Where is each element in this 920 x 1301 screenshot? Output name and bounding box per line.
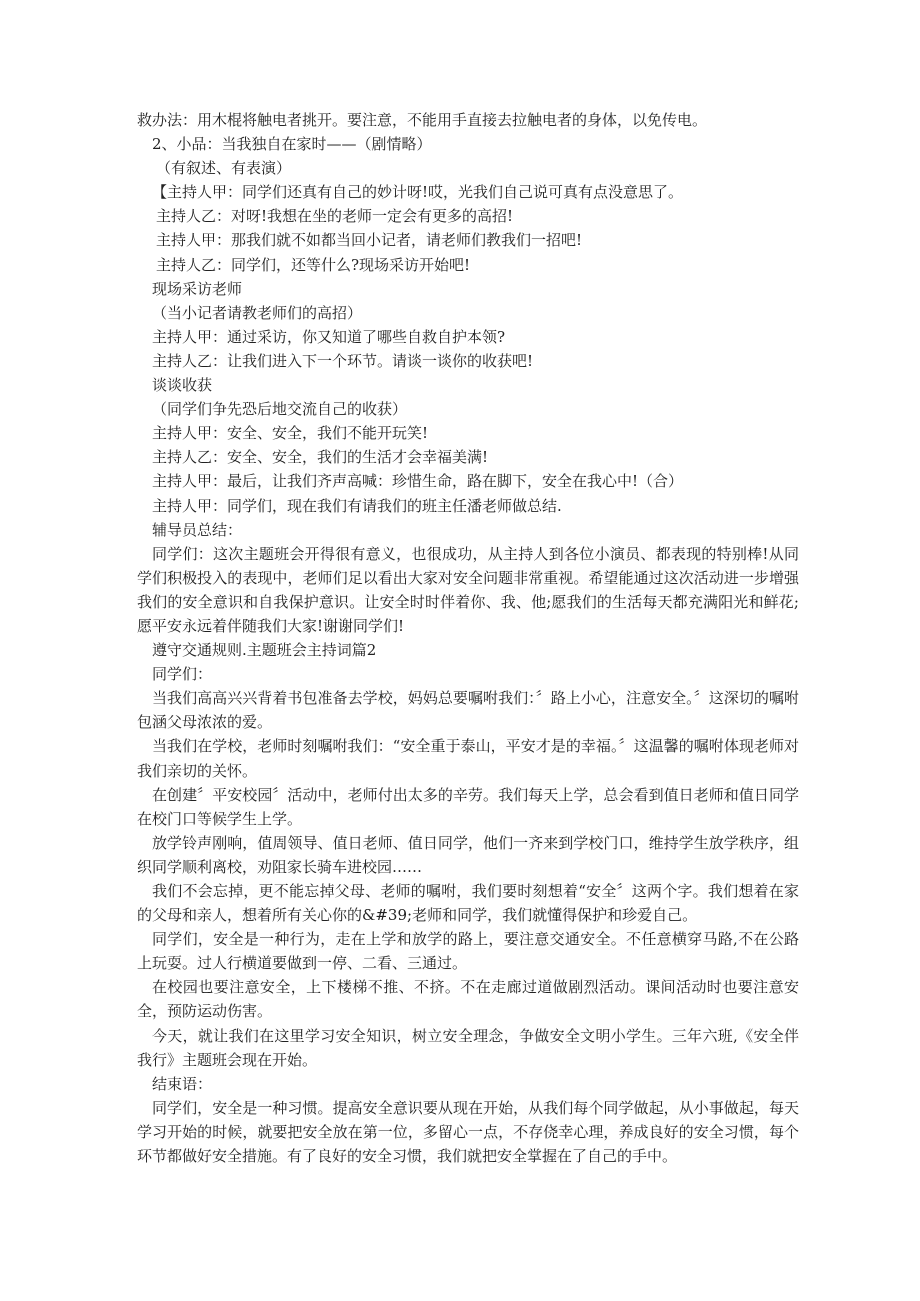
- paragraph: 主持人乙：安全、安全，我们的生活才会幸福美满!: [152, 448, 489, 467]
- paragraph: 同学们：: [152, 665, 213, 684]
- paragraph: 主持人乙：同学们，还等什么?现场采访开始吧!: [156, 255, 471, 274]
- paragraph: 2、小品：当我独自在家时——（剧情略）: [152, 135, 432, 154]
- paragraph: 同学们，安全是一种习惯。提高安全意识要从现在开始，从我们每个同学做起，从小事做起，每天学习开始的时候，就要把安全放在第一位，多留心一点，不存侥幸心理，养成良好的安全习惯，每个环节都做好安全措施。有了良好的安全习惯，我们就把安全掌握在了自己的手中。: [137, 1098, 799, 1166]
- paragraph: 【主持人甲：同学们还真有自己的妙计呀!哎，光我们自己说可真有点没意思了。: [152, 183, 684, 202]
- paragraph: 谈谈收获: [152, 376, 213, 395]
- paragraph: （当小记者请教老师们的高招）: [152, 303, 363, 322]
- paragraph: 当我们高高兴兴背着书包准备去学校，妈妈总要嘱咐我们：〞路上小心，注意安全。〞这深切的嘱咐包涵父母浓浓的爱。: [137, 689, 799, 732]
- paragraph: 今天，就让我们在这里学习安全知识，树立安全理念，争做安全文明小学生。三年六班,《安全伴我行》主题班会现在开始。: [137, 1026, 799, 1069]
- paragraph: 现场采访老师: [152, 279, 243, 298]
- paragraph: 放学铃声刚响，值周领导、值日老师、值日同学，他们一齐来到学校门口，维持学生放学秩序，组织同学顺利离校，劝阻家长骑车进校园……: [137, 833, 799, 876]
- paragraph: 我们不会忘掉，更不能忘掉父母、老师的嘱咐，我们要时刻想着“安全〞这两个字。我们想着在家的父母和亲人，想着所有关心你的&#39;老师和同学，我们就懂得保护和珍爱自己。: [137, 882, 799, 925]
- paragraph: 遵守交通规则.主题班会主持词篇2: [152, 641, 377, 660]
- paragraph: 主持人乙：让我们进入下一个环节。请谈一谈你的收获吧!: [152, 351, 534, 370]
- document-body: [137, 108, 799, 1168]
- paragraph: 在创建〞平安校园〞活动中，老师付出太多的辛劳。我们每天上学，总会看到值日老师和值日同学在校门口等候学生上学。: [137, 785, 799, 828]
- paragraph: 主持人甲：同学们，现在我们有请我们的班主任潘老师做总结.: [152, 496, 562, 515]
- paragraph: 主持人甲：最后，让我们齐声高喊：珍惜生命，路在脚下，安全在我心中!（合）: [152, 472, 684, 491]
- paragraph: 当我们在学校，老师时刻嘱咐我们：“安全重于泰山，平安才是的幸福。〞这温馨的嘱咐体现老师对我们亲切的关怀。: [137, 737, 799, 780]
- paragraph: 主持人甲：那我们就不如都当回小记者，请老师们教我们一招吧!: [156, 231, 583, 250]
- paragraph: 辅导员总结：: [152, 520, 243, 539]
- paragraph: （有叙述、有表演）: [156, 159, 292, 178]
- paragraph: 同学们，安全是一种行为，走在上学和放学的路上，要注意交通安全。不任意横穿马路,不在公路上玩耍。过人行横道要做到一停、二看、三通过。: [137, 930, 799, 973]
- paragraph: （同学们争先恐后地交流自己的收获）: [152, 400, 408, 419]
- paragraph: 主持人甲：安全、安全，我们不能开玩笑!: [152, 424, 429, 443]
- paragraph: 在校园也要注意安全，上下楼梯不推、不挤。不在走廊过道做剧烈活动。课间活动时也要注意安全，预防运动伤害。: [137, 978, 799, 1021]
- paragraph: 救办法：用木棍将触电者挑开。要注意，不能用手直接去拉触电者的身体，以免传电。: [137, 111, 708, 129]
- paragraph: 同学们：这次主题班会开得很有意义，也很成功，从主持人到各位小演员、都表现的特别棒!从同学们积极投入的表现中，老师们足以看出大家对安全问题非常重视。希望能通过这次活动进一步增强我们的安全意识和自我保护意识。让安全时时伴着你、我、他;愿我们的生活每天都充满阳光和鲜花;愿平安永远着伴随我们大家!谢谢同学们!: [137, 544, 799, 635]
- paragraph: 主持人甲：通过采访，你又知道了哪些自救自护本领?: [152, 327, 506, 346]
- paragraph: 结束语：: [152, 1074, 213, 1093]
- paragraph: 主持人乙：对呀!我想在坐的老师一定会有更多的高招!: [156, 207, 514, 226]
